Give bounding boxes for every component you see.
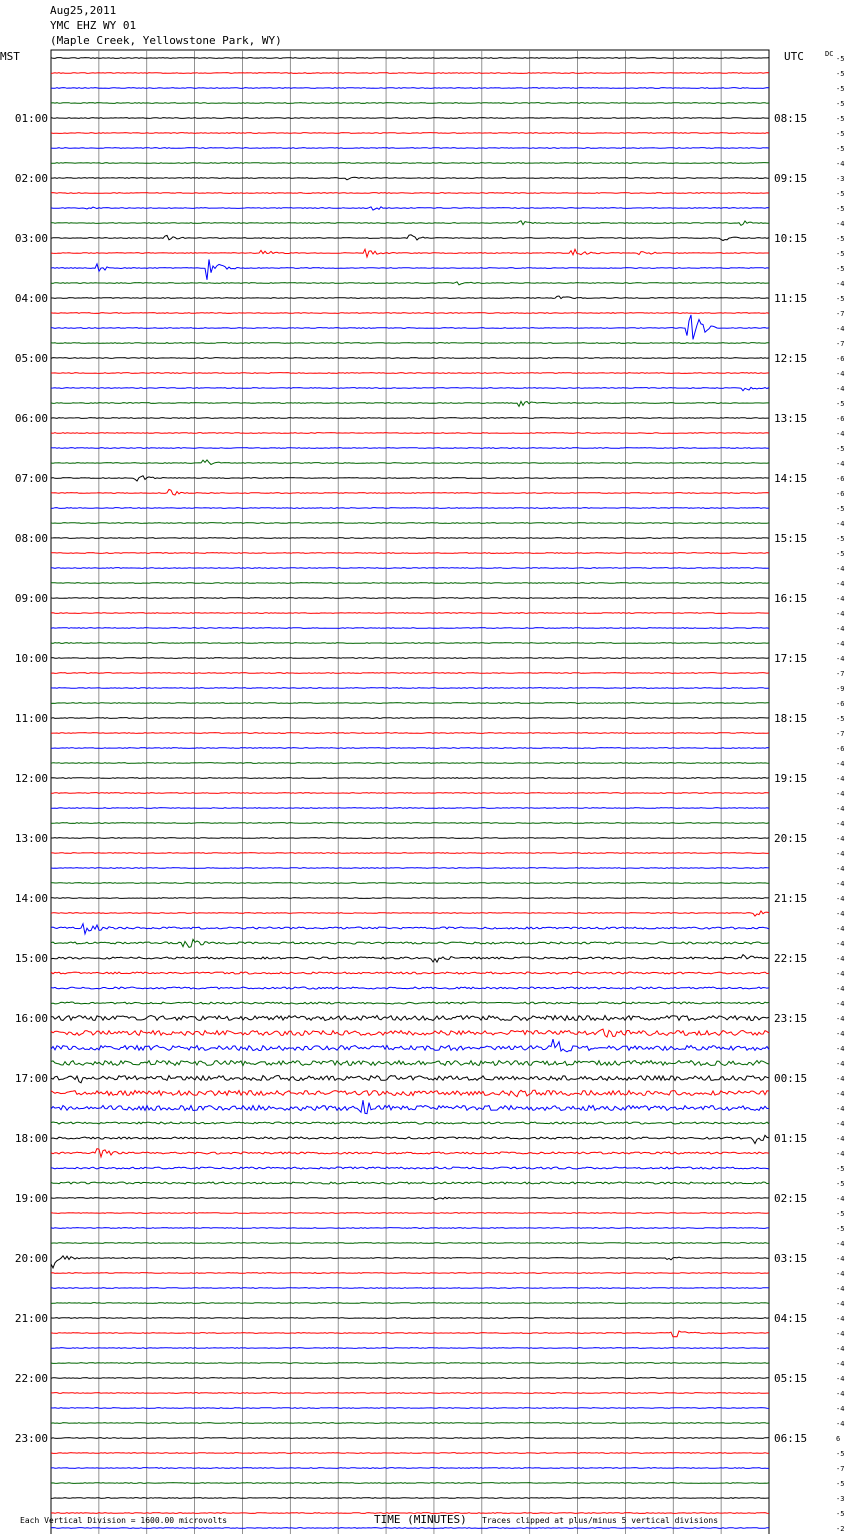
dc-offset-label: -4 — [836, 955, 845, 963]
seismic-trace — [51, 868, 769, 869]
dc-offset-label: -5 — [836, 550, 845, 558]
seismic-trace — [51, 748, 769, 749]
seismic-trace — [51, 673, 769, 674]
seismic-trace — [51, 1213, 769, 1214]
dc-offset-label: -6 — [836, 475, 845, 483]
seismic-trace — [51, 1468, 769, 1469]
seismic-trace — [51, 1061, 769, 1066]
seismic-trace — [51, 1273, 769, 1274]
seismic-trace — [51, 1039, 769, 1052]
dc-offset-label: -5 — [836, 1180, 845, 1188]
dc-offset-label: -3 — [836, 175, 845, 183]
seismic-trace — [51, 898, 769, 899]
dc-offset-label: -4 — [836, 1075, 845, 1083]
dc-offset-label: -4 — [836, 520, 845, 528]
seismic-trace — [51, 583, 769, 584]
seismic-trace — [51, 778, 769, 779]
right-hour-label: 12:15 — [774, 352, 808, 365]
dc-offset-label: -4 — [836, 1300, 845, 1308]
left-hour-label: 04:00 — [14, 292, 48, 305]
dc-offset-label: -6 — [836, 355, 845, 363]
seismic-trace — [51, 433, 769, 434]
dc-offset-label: -4 — [836, 430, 845, 438]
dc-offset-label: -4 — [836, 970, 845, 978]
left-hour-label: 06:00 — [14, 412, 48, 425]
dc-offset-label: -4 — [836, 790, 845, 798]
dc-offset-label: -4 — [836, 1360, 845, 1368]
dc-offset-label: -4 — [836, 1270, 845, 1278]
left-hour-label: 16:00 — [14, 1012, 48, 1025]
seismic-trace — [51, 235, 769, 241]
dc-offset-label: -4 — [836, 805, 845, 813]
dc-offset-label: -5 — [836, 190, 845, 198]
right-hour-label: 14:15 — [774, 472, 808, 485]
dc-offset-label: -4 — [836, 1000, 845, 1008]
seismic-trace — [51, 924, 769, 934]
left-hour-label: 07:00 — [14, 472, 48, 485]
seismic-trace — [51, 1528, 769, 1529]
dc-offset-label: -6 — [836, 415, 845, 423]
seismic-trace — [51, 1423, 769, 1424]
right-hour-label: 02:15 — [774, 1192, 808, 1205]
seismic-trace — [51, 838, 769, 839]
seismic-trace — [51, 823, 769, 824]
dc-offset-label: -4 — [836, 1390, 845, 1398]
dc-offset-label: -5 — [836, 1165, 845, 1173]
dc-offset-label: -7 — [836, 340, 845, 348]
dc-offset-label: -4 — [836, 1195, 845, 1203]
dc-offset-label: -5 — [836, 130, 845, 138]
dc-offset-label: -4 — [836, 850, 845, 858]
seismic-trace — [51, 118, 769, 119]
dc-offset-label: -4 — [836, 1345, 845, 1353]
seismic-trace — [51, 343, 769, 344]
right-hour-label: 23:15 — [774, 1012, 808, 1025]
right-hour-label: 16:15 — [774, 592, 808, 605]
dc-offset-label: -4 — [836, 865, 845, 873]
dc-offset-label: -4 — [836, 1045, 845, 1053]
seismic-trace — [51, 1483, 769, 1484]
seismic-trace — [51, 1363, 769, 1364]
left-hour-label: 01:00 — [14, 112, 48, 125]
seismic-trace — [51, 1016, 769, 1021]
right-hour-label: 18:15 — [774, 712, 808, 725]
seismic-trace — [51, 476, 769, 481]
seismic-trace — [51, 73, 769, 74]
seismic-trace — [51, 955, 769, 963]
dc-offset-label: -4 — [836, 1240, 845, 1248]
dc-offset-label: -4 — [836, 280, 845, 288]
left-hour-label: 03:00 — [14, 232, 48, 245]
dc-offset-label: -5 — [836, 250, 845, 258]
seismic-trace — [51, 1393, 769, 1394]
seismic-trace — [51, 148, 769, 149]
dc-offset-label: -4 — [836, 1015, 845, 1023]
dc-offset-label: -5 — [836, 1225, 845, 1233]
dc-offset-label: -4 — [836, 1090, 845, 1098]
dc-offset-label: -6 — [836, 700, 845, 708]
seismic-trace — [51, 1408, 769, 1409]
seismic-trace — [51, 613, 769, 614]
seismic-trace — [51, 1348, 769, 1349]
dc-offset-label: -5 — [836, 85, 845, 93]
dc-offset-label: -4 — [836, 895, 845, 903]
dc-offset-label: -4 — [836, 565, 845, 573]
seismic-trace — [51, 1453, 769, 1454]
seismic-trace — [51, 808, 769, 809]
seismic-trace — [51, 58, 769, 59]
seismic-trace — [51, 315, 769, 340]
seismic-trace — [51, 1378, 769, 1379]
seismic-trace — [51, 373, 769, 374]
header-location: (Maple Creek, Yellowstone Park, WY) — [50, 34, 282, 47]
dc-offset-label: -5 — [836, 445, 845, 453]
right-hour-label: 04:15 — [774, 1312, 808, 1325]
seismic-trace — [51, 1197, 769, 1199]
seismic-trace — [51, 508, 769, 509]
minute-grid — [51, 50, 769, 1534]
dc-offset-label: -4 — [836, 880, 845, 888]
x-axis-title: TIME (MINUTES) — [374, 1513, 467, 1526]
left-hour-label: 21:00 — [14, 1312, 48, 1325]
dc-offset-label: -4 — [836, 1405, 845, 1413]
left-hour-label: 12:00 — [14, 772, 48, 785]
right-hour-label: 11:15 — [774, 292, 808, 305]
mst-label: MST — [0, 50, 20, 63]
left-hour-label: 13:00 — [14, 832, 48, 845]
seismic-trace — [51, 628, 769, 629]
seismic-trace — [51, 688, 769, 689]
seismic-trace — [51, 358, 769, 359]
dc-offset-label: -4 — [836, 640, 845, 648]
seismic-trace — [51, 972, 769, 974]
seismic-trace — [51, 553, 769, 554]
dc-offset-label: -5 — [836, 235, 845, 243]
dc-offset-label: -7 — [836, 310, 845, 318]
dc-offset-label: -5 — [836, 1510, 845, 1518]
dc-offset-label: -7 — [836, 730, 845, 738]
seismic-trace — [51, 1288, 769, 1289]
dc-offset-label: -5 — [836, 400, 845, 408]
dc-label: DC — [825, 50, 834, 58]
dc-offset-label: -4 — [836, 760, 845, 768]
right-hour-label: 01:15 — [774, 1132, 808, 1145]
seismic-trace — [51, 207, 769, 210]
right-hour-label: 20:15 — [774, 832, 808, 845]
left-hour-label: 02:00 — [14, 172, 48, 185]
left-hour-label: 05:00 — [14, 352, 48, 365]
seismic-trace — [51, 313, 769, 314]
seismic-trace — [51, 939, 769, 947]
left-hour-label: 22:00 — [14, 1372, 48, 1385]
left-hour-label: 18:00 — [14, 1132, 48, 1145]
dc-offset-label: -5 — [836, 205, 845, 213]
left-hour-label: 08:00 — [14, 532, 48, 545]
dc-offset-label: -4 — [836, 580, 845, 588]
dc-offset-label: -4 — [836, 1420, 845, 1428]
dc-offset-label: -7 — [836, 1465, 845, 1473]
seismic-trace — [51, 853, 769, 854]
seismic-trace — [51, 1149, 769, 1157]
right-hour-label: 15:15 — [774, 532, 808, 545]
seismic-trace — [51, 1167, 769, 1169]
dc-offset-label: 6 — [836, 1435, 841, 1443]
header-date: Aug25,2011 — [50, 4, 117, 17]
seismic-trace — [51, 88, 769, 89]
seismic-trace — [51, 763, 769, 764]
dc-offset-label: -4 — [836, 775, 845, 783]
dc-offset-label: -4 — [836, 820, 845, 828]
seismic-trace — [51, 718, 769, 719]
dc-offset-label: -4 — [836, 220, 845, 228]
seismic-trace — [51, 193, 769, 194]
right-hour-label: 21:15 — [774, 892, 808, 905]
seismic-trace — [51, 883, 769, 884]
dc-offset-label: -5 — [836, 1480, 845, 1488]
dc-offset-label: -5 — [836, 535, 845, 543]
dc-offset-label: -4 — [836, 460, 845, 468]
seismic-trace — [51, 1228, 769, 1229]
seismic-trace — [51, 1090, 769, 1097]
dc-offset-label: -4 — [836, 160, 845, 168]
right-hour-label: 19:15 — [774, 772, 808, 785]
dc-offset-label: -4 — [836, 1255, 845, 1263]
dc-offset-label: -5 — [836, 295, 845, 303]
dc-offset-label: -5 — [836, 100, 845, 108]
dc-offset-label: -4 — [836, 610, 845, 618]
left-hour-label: 17:00 — [14, 1072, 48, 1085]
seismic-trace — [51, 911, 769, 916]
seismic-trace — [51, 1135, 769, 1143]
left-hour-label: 19:00 — [14, 1192, 48, 1205]
right-hour-label: 00:15 — [774, 1072, 808, 1085]
right-hour-label: 10:15 — [774, 232, 808, 245]
seismic-trace — [51, 1331, 769, 1337]
seismic-trace — [51, 568, 769, 569]
footer-clip-note: Traces clipped at plus/minus 5 vertical divisions — [482, 1516, 719, 1525]
right-hour-label: 09:15 — [774, 172, 808, 185]
seismic-trace — [51, 1438, 769, 1439]
left-hour-label: 11:00 — [14, 712, 48, 725]
plot-frame — [51, 50, 769, 1534]
right-hour-label: 03:15 — [774, 1252, 808, 1265]
dc-offset-label: -4 — [836, 625, 845, 633]
dc-offset-label: -5 — [836, 505, 845, 513]
footer-scale-note: Each Vertical Division = 1600.00 microvolts — [20, 1516, 228, 1525]
seismic-trace — [51, 163, 769, 164]
left-hour-label: 10:00 — [14, 652, 48, 665]
dc-offset-label: -4 — [836, 1375, 845, 1383]
dc-offset-label: -6 — [836, 490, 845, 498]
seismic-trace — [51, 448, 769, 449]
dc-offset-label: -7 — [836, 670, 845, 678]
dc-offset-label: -4 — [836, 1030, 845, 1038]
dc-offset-label: -4 — [836, 1105, 845, 1113]
left-hour-label: 20:00 — [14, 1252, 48, 1265]
seismic-trace — [51, 703, 769, 704]
seismic-trace — [51, 1076, 769, 1083]
dc-offset-label: -4 — [836, 835, 845, 843]
right-hour-label: 13:15 — [774, 412, 808, 425]
dc-offset-label: -5 — [836, 70, 845, 78]
seismic-trace — [51, 598, 769, 599]
dc-offset-label: -5 — [836, 115, 845, 123]
dc-offset-label: -5 — [836, 145, 845, 153]
dc-offset-label: -5 — [836, 715, 845, 723]
seismic-trace — [51, 1122, 769, 1124]
seismic-trace — [51, 221, 769, 226]
seismic-trace — [51, 523, 769, 524]
right-hour-label: 22:15 — [774, 952, 808, 965]
dc-offset-label: -9 — [836, 685, 845, 693]
left-hour-label: 09:00 — [14, 592, 48, 605]
dc-offset-label: -4 — [836, 1315, 845, 1323]
right-hour-label: 08:15 — [774, 112, 808, 125]
dc-offset-label: -2 — [836, 1525, 845, 1533]
left-hour-label: 14:00 — [14, 892, 48, 905]
dc-offset-label: -4 — [836, 1120, 845, 1128]
dc-offset-label: -4 — [836, 1285, 845, 1293]
dc-offset-label: -4 — [836, 985, 845, 993]
seismic-trace — [51, 460, 769, 465]
dc-offset-label: -6 — [836, 745, 845, 753]
seismic-trace — [51, 401, 769, 406]
seismic-trace — [51, 733, 769, 734]
dc-offset-label: -4 — [836, 595, 845, 603]
seismic-trace — [51, 1318, 769, 1319]
seismic-trace — [51, 1100, 769, 1114]
utc-label: UTC — [784, 50, 804, 63]
dc-offset-label: -5 — [836, 1450, 845, 1458]
dc-offset-label: -4 — [836, 655, 845, 663]
seismic-trace — [51, 133, 769, 134]
dc-offset-label: -4 — [836, 325, 845, 333]
dc-offset-label: -4 — [836, 910, 845, 918]
dc-offset-label: -4 — [836, 1330, 845, 1338]
seismic-trace — [51, 1256, 769, 1268]
seismic-trace — [51, 643, 769, 644]
dc-offset-label: -4 — [836, 925, 845, 933]
seismic-trace — [51, 489, 769, 495]
seismic-trace — [51, 249, 769, 257]
seismic-trace — [51, 418, 769, 419]
seismic-trace — [51, 1498, 769, 1499]
dc-offset-label: -4 — [836, 940, 845, 948]
seismic-trace — [51, 296, 769, 299]
seismic-trace — [51, 177, 769, 180]
seismic-trace — [51, 987, 769, 989]
dc-offset-label: -5 — [836, 55, 845, 63]
seismic-trace — [51, 1182, 769, 1184]
seismic-traces — [51, 58, 769, 1534]
header-station: YMC EHZ WY 01 — [50, 19, 137, 32]
dc-offset-label: -4 — [836, 385, 845, 393]
dc-offset-label: -4 — [836, 1060, 845, 1068]
dc-offset-label: -4 — [836, 370, 845, 378]
seismic-trace — [51, 282, 769, 285]
seismic-trace — [51, 387, 769, 390]
seismic-trace — [51, 1029, 769, 1037]
dc-offset-label: -5 — [836, 1210, 845, 1218]
seismic-trace — [51, 1002, 769, 1004]
dc-offset-label: -4 — [836, 1135, 845, 1143]
dc-offset-label: -3 — [836, 1495, 845, 1503]
dc-offset-label: -5 — [836, 265, 845, 273]
seismic-trace — [51, 1243, 769, 1244]
left-hour-label: 23:00 — [14, 1432, 48, 1445]
right-hour-label: 06:15 — [774, 1432, 808, 1445]
seismic-trace — [51, 538, 769, 539]
seismic-trace — [51, 658, 769, 659]
right-hour-label: 05:15 — [774, 1372, 808, 1385]
seismic-trace — [51, 1303, 769, 1304]
left-hour-label: 15:00 — [14, 952, 48, 965]
seismic-trace — [51, 259, 769, 279]
dc-offset-label: -4 — [836, 1150, 845, 1158]
seismic-trace — [51, 793, 769, 794]
right-hour-label: 17:15 — [774, 652, 808, 665]
seismic-trace — [51, 103, 769, 104]
